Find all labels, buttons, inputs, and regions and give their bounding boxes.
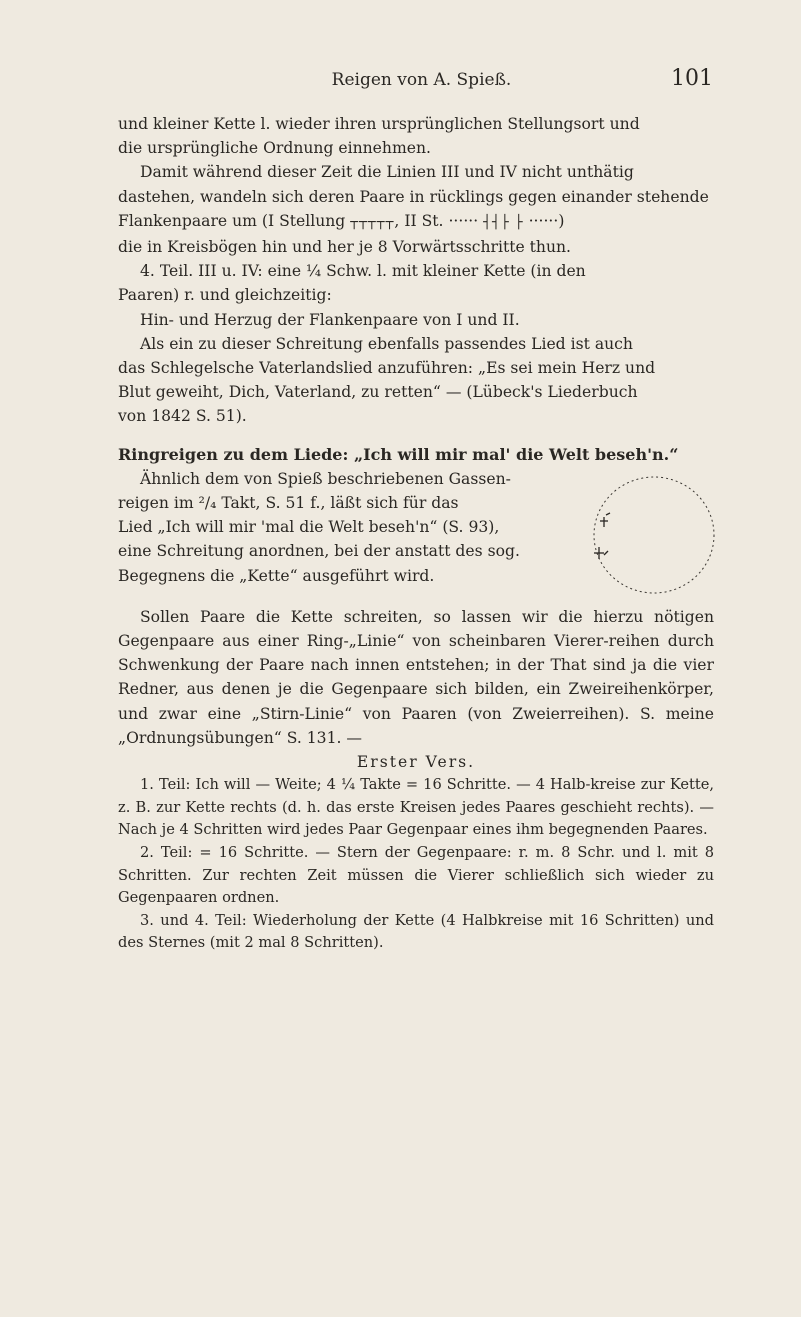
dotted-ring bbox=[594, 477, 714, 593]
text-line: das Schlegelsche Vaterlandslied anzuführen: „Es sei mein Herz und bbox=[118, 359, 656, 378]
text-line-with-symbols: Flankenpaare um (I Stellung ┬┬┬┬┬, II St. ······ ┤┤├ ├ ······) bbox=[118, 211, 565, 230]
text-line: Ähnlich dem von Spieß beschriebenen Gassen- bbox=[140, 469, 511, 488]
text-line: die ursprüngliche Ordnung einnehmen. bbox=[118, 139, 431, 158]
text-fragment: , II St. bbox=[394, 211, 444, 230]
paragraph: 3. und 4. Teil: Wiederholung der Kette (4 Halbkreise mit 16 Schritten) und des Sternes (mit 2 mal 8 Schritten). bbox=[118, 911, 714, 952]
running-title: Reigen von A. Spieß. bbox=[331, 70, 512, 90]
running-head bbox=[130, 66, 713, 96]
text-line: Blut geweiht, Dich, Vaterland, zu retten“ — (Lübeck's Liederbuch bbox=[118, 383, 638, 402]
text-line: und kleiner Kette l. wieder ihren ursprünglichen Stellungsort und bbox=[118, 115, 640, 133]
marker-line bbox=[606, 513, 610, 515]
paragraph: Sollen Paare die Kette schreiten, so lassen wir die hierzu nötigen Gegenpaare aus einer Ring-„Linie“ von scheinbaren Vierer-reihen durch Schwenkung der Paare nach innen entstehen; in der That sind ja die vier Redner, aus denen je die Gegenpaare sich bilden, ein Zweireihenkörper, und zwar eine „Stirn-Linie“ von Paaren (von Zweierreihen). S. meine „Ordnungsübungen“ S. 131. — bbox=[118, 607, 714, 747]
text-line: Paaren) r. und gleichzeitig: bbox=[118, 286, 332, 305]
text-line: eine Schreitung anordnen, bei der anstatt des sog. bbox=[118, 542, 520, 561]
text-line: Damit während dieser Zeit die Linien III und IV nicht unthätig bbox=[140, 163, 634, 182]
paragraph: 1. Teil: Ich will — Weite; 4 ¼ Takte = 16 Schritte. — 4 Halb-kreise zur Kette, z. B. zur Kette rechts (d. h. das erste Kreisen jedes Paares geschieht rechts). — Nach je 4 Schritten wird jedes Paar Gegenpaar eines ihm begegnenden Paares. bbox=[118, 776, 714, 839]
text-line: Hin- und Herzug der Flankenpaare von I und II. bbox=[140, 310, 520, 329]
spacer bbox=[118, 429, 714, 443]
text-line: Begegnens die „Kette“ ausgeführt wird. bbox=[118, 566, 435, 585]
page-number: 101 bbox=[671, 66, 713, 91]
text-line: von 1842 S. 51). bbox=[118, 407, 247, 426]
text-line: Als ein zu dieser Schreitung ebenfalls passendes Lied ist auch bbox=[140, 334, 633, 353]
text-line: reigen im ²/₄ Takt, S. 51 f., läßt sich für das bbox=[118, 494, 459, 513]
verse-title: Erster Vers. bbox=[356, 753, 476, 772]
body-text bbox=[118, 112, 714, 955]
ring-diagram bbox=[582, 469, 722, 601]
text-line: dastehen, wandeln sich deren Paare in rücklings gegen einander stehende bbox=[118, 187, 709, 206]
text-line: 4. Teil. III u. IV: eine ¼ Schw. l. mit kleiner Kette (in den bbox=[140, 262, 586, 281]
section-heading: Ringreigen zu dem Liede: „Ich will mir mal' die Welt beseh'n.“ bbox=[118, 444, 679, 464]
stellung-two-symbols: ┤┤├ ├ bbox=[483, 214, 524, 230]
text-fragment: Flankenpaare um (I Stellung bbox=[118, 211, 346, 230]
marker-line bbox=[604, 551, 608, 555]
ring-diagram-figure bbox=[582, 469, 722, 601]
text-line: Lied „Ich will mir 'mal die Welt beseh'n“ (S. 93), bbox=[118, 518, 500, 537]
text-line: die in Kreisbögen hin und her je 8 Vorwärtsschritte thun. bbox=[118, 238, 572, 257]
stellung-one-symbols: ┬┬┬┬┬ bbox=[350, 214, 395, 230]
paragraph: 2. Teil: = 16 Schritte. — Stern der Gegenpaare: r. m. 8 Schr. und l. mit 8 Schritten. Zur rechten Zeit müssen die Vierer schließlich sich wieder zu Gegenpaaren ordnen. bbox=[118, 844, 714, 907]
